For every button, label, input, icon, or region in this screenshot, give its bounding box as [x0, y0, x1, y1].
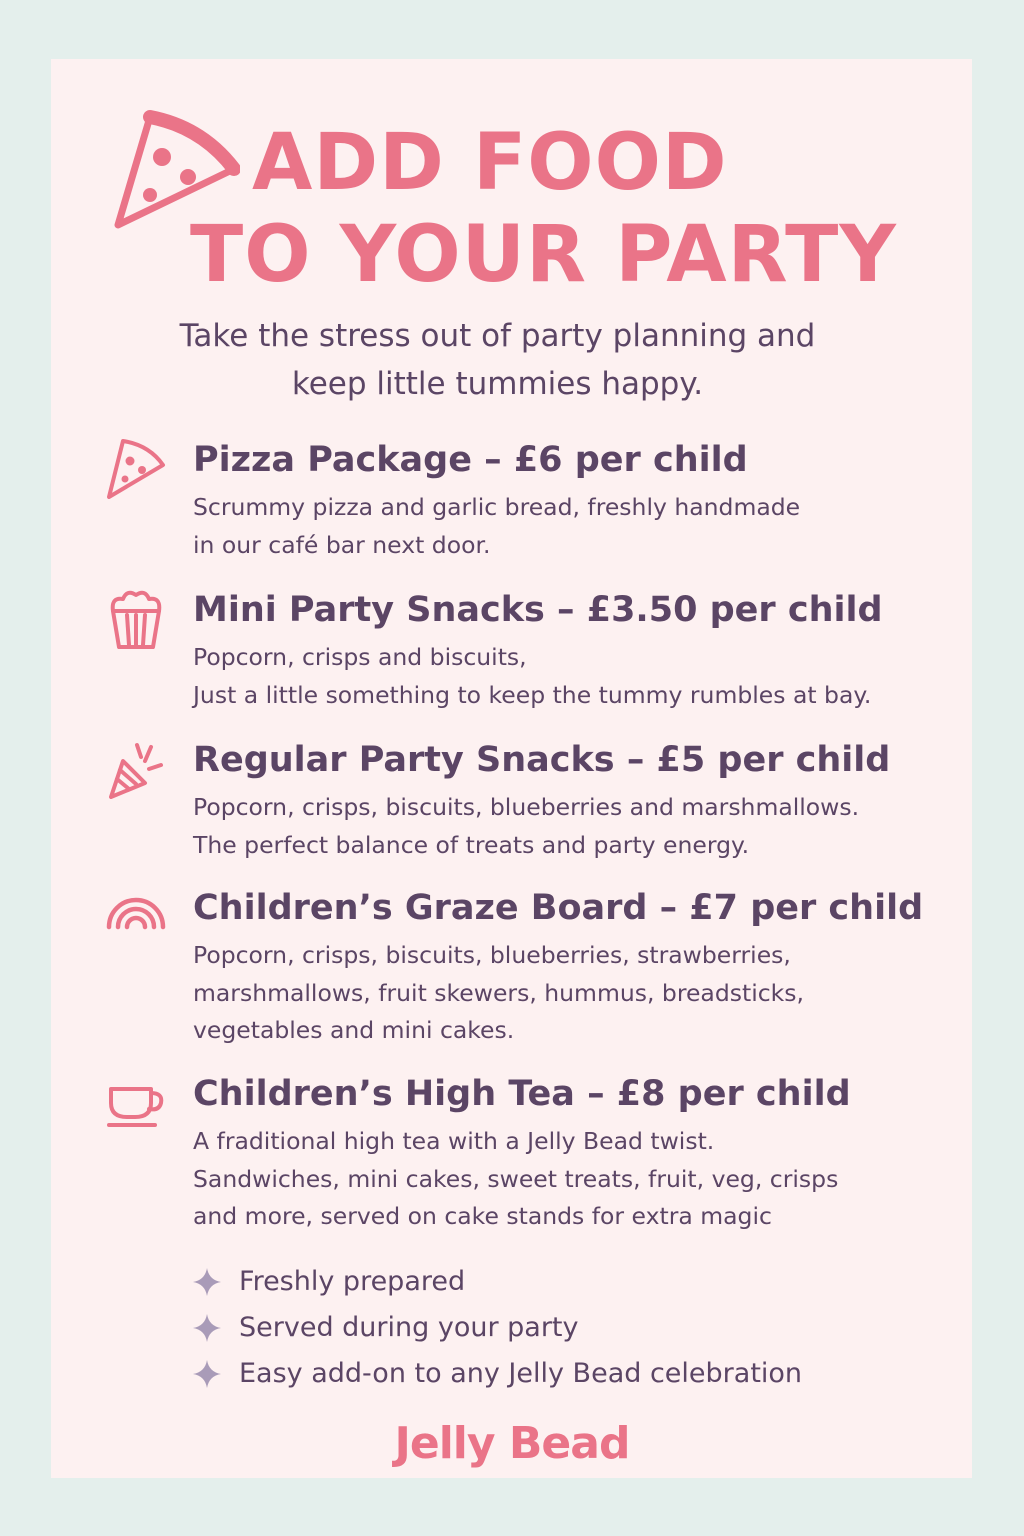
- list-item: Easy add-on to any Jelly Bead celebration: [192, 1352, 892, 1398]
- package-name: Mini Party Snacks – £3.50 per child: [193, 590, 883, 630]
- header: [110, 105, 930, 300]
- feature-list: [192, 1260, 892, 1398]
- package-description: Popcorn, crisps, biscuits, blueberries, strawberries, marshmallows, fruit skewers, hummus, breadsticks, vegetables and mini cakes.: [193, 941, 804, 1044]
- list-item: Freshly prepared: [192, 1260, 892, 1306]
- package-description: Popcorn, crisps and biscuits, Just a little something to keep the tummy rumbles at bay.: [193, 643, 872, 709]
- pizza-slice-icon: [105, 437, 167, 499]
- package-name: Pizza Package – £6 per child: [193, 440, 748, 480]
- sparkle-icon: [192, 1267, 222, 1297]
- party-popper-icon: [105, 737, 167, 799]
- sparkle-icon: [192, 1313, 222, 1343]
- package-description: A fraditional high tea with a Jelly Bead twist. Sandwiches, mini cakes, sweet treats, fruit, veg, crisps and more, served on cake stands for extra magic: [193, 1127, 839, 1230]
- package-name: Regular Party Snacks – £5 per child: [193, 740, 891, 780]
- popcorn-icon: [105, 587, 167, 649]
- sparkle-icon: [192, 1359, 222, 1389]
- package-description: Popcorn, crisps, biscuits, blueberries and marshmallows. The perfect balance of treats and party energy.: [193, 793, 860, 859]
- list-item: Served during your party: [192, 1306, 892, 1352]
- package-name: Children’s High Tea – £8 per child: [193, 1074, 851, 1114]
- subtitle: Take the stress out of party planning and keep little tummies happy.: [179, 318, 816, 402]
- rainbow-icon: [105, 885, 167, 947]
- package-name: Children’s Graze Board – £7 per child: [193, 888, 924, 928]
- page-title: ADD FOOD TO YOUR PARTY: [190, 118, 897, 300]
- package-description: Scrummy pizza and garlic bread, freshly handmade in our café bar next door.: [193, 493, 801, 559]
- teacup-icon: [105, 1071, 167, 1133]
- brand-logo: Jelly Bead: [394, 1418, 630, 1469]
